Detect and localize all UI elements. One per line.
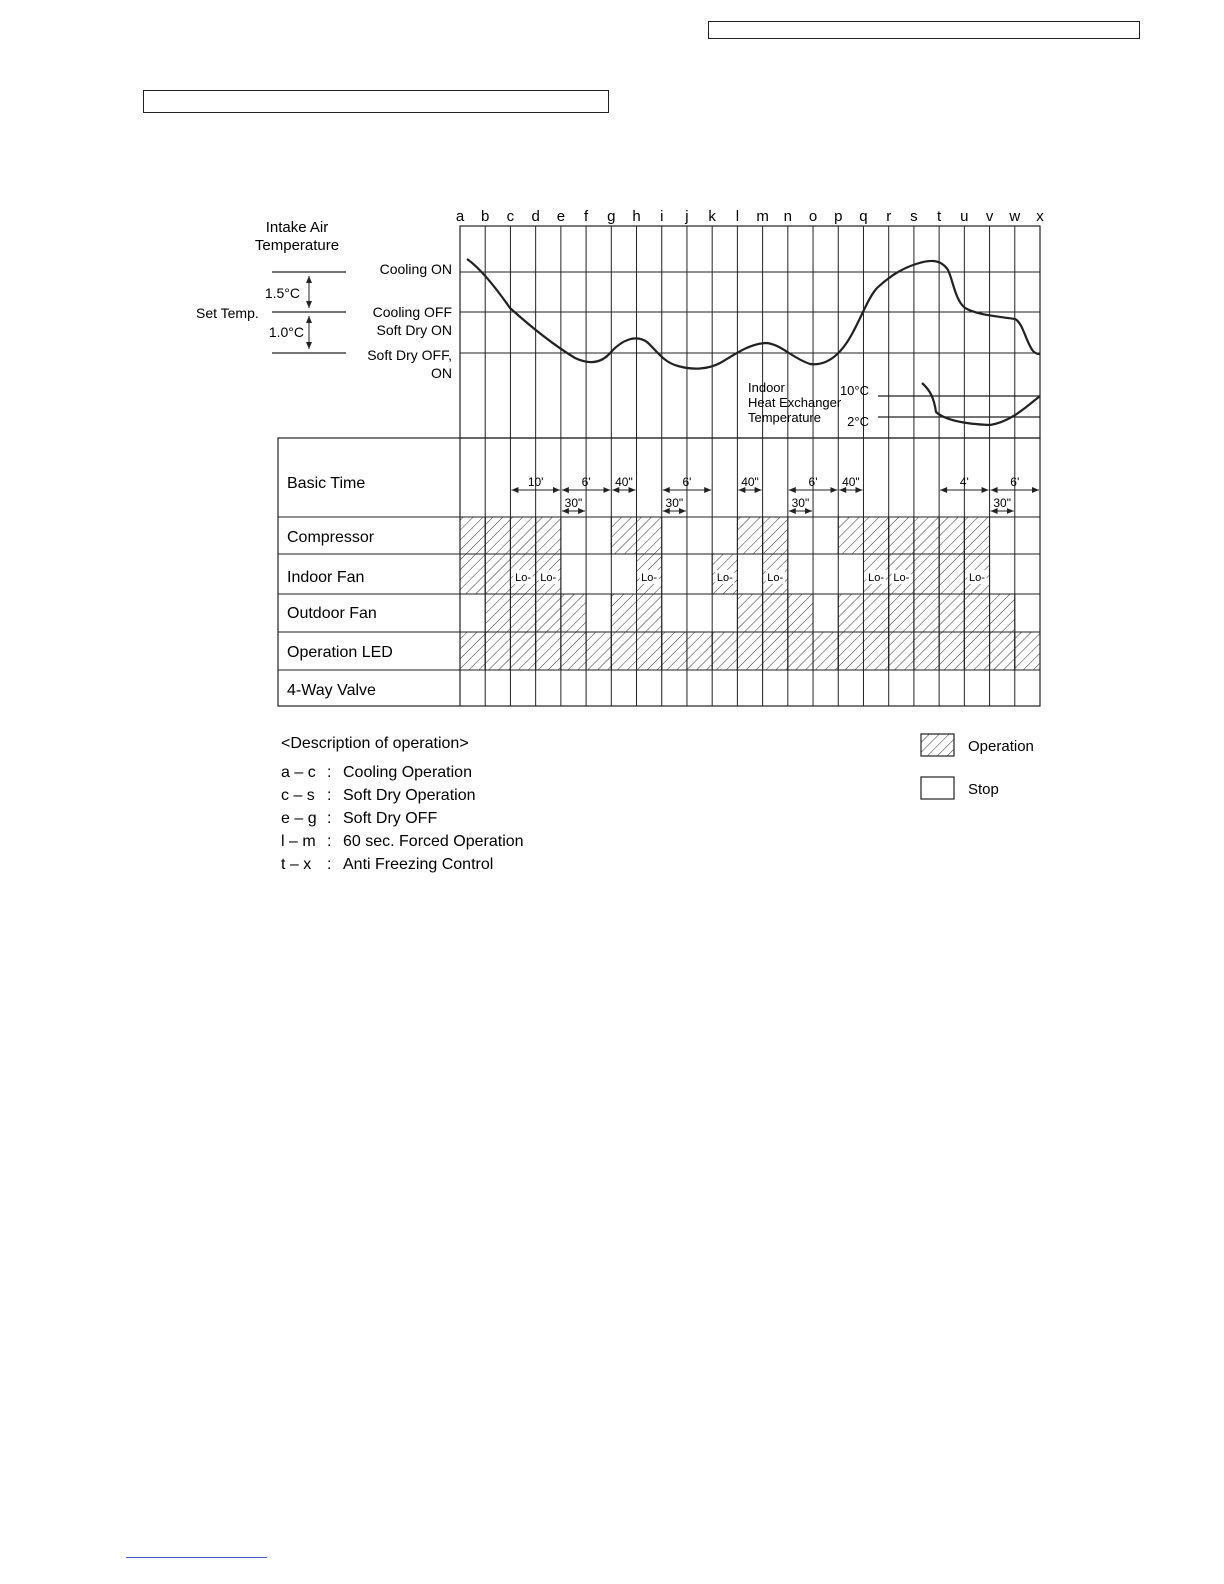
description-text: Soft Dry OFF (343, 810, 438, 827)
description-range: t – x (281, 856, 312, 873)
outdoor-fan-operation-cell (990, 594, 1015, 632)
outdoor-fan-operation-cell (914, 594, 939, 632)
compressor-operation-cell (964, 517, 989, 554)
outdoor-fan-operation-cell (510, 594, 535, 632)
operation-led-operation-cell (813, 632, 838, 670)
compressor-operation-cell (637, 517, 662, 554)
heat-exchanger-upper-label: 10°C (839, 383, 869, 398)
compressor-operation-cell (536, 517, 561, 554)
timing-label: 6' (1010, 475, 1020, 489)
column-letter-u: u (960, 208, 969, 225)
timing-label: 40" (842, 475, 860, 489)
description-text: 60 sec. Forced Operation (343, 833, 524, 850)
description-range: l – m (281, 833, 316, 850)
soft-dry-off-label: Soft Dry OFF, (367, 347, 452, 363)
timing-label: 30" (993, 496, 1011, 510)
indoor-fan-lo-label: Lo- (540, 572, 557, 584)
description-range: e – g (281, 810, 317, 827)
compressor-operation-cell (485, 517, 510, 554)
outdoor-fan-operation-cell (838, 594, 863, 632)
description-list (281, 764, 524, 873)
column-letter-q: q (859, 208, 868, 225)
description-text: Cooling Operation (343, 764, 472, 781)
column-letter-j: j (685, 208, 689, 225)
legend-stop-swatch (921, 777, 954, 799)
outdoor-fan-operation-cell (964, 594, 989, 632)
timing-label: 6' (808, 475, 818, 489)
column-letter-t: t (937, 208, 942, 225)
column-letter-n: n (783, 208, 792, 225)
column-letter-a: a (455, 208, 465, 225)
legend-stop-label: Stop (968, 781, 999, 798)
column-letter-l: l (735, 208, 740, 225)
operation-led-operation-cell (964, 632, 989, 670)
indoor-fan-operation-cell (939, 554, 964, 594)
soft-dry-on-label: Soft Dry ON (376, 322, 452, 338)
description-range: c – s (281, 787, 315, 804)
indoor-fan-lo-label: Lo- (969, 572, 985, 584)
operation-led-operation-cell (510, 632, 535, 670)
indoor-fan-lo-label: Lo- (641, 572, 658, 584)
operation-led-operation-cell (586, 632, 611, 670)
heat-exchanger-temperature-curve (922, 383, 1040, 425)
timing-label: 6' (581, 475, 591, 489)
outdoor-fan-operation-cell (637, 594, 662, 632)
operation-led-operation-cell (763, 632, 788, 670)
heat-exchanger-label-3: Temperature (748, 410, 821, 425)
column-letter-k: k (708, 208, 716, 225)
operation-led-operation-cell (863, 632, 888, 670)
indoor-fan-operation-cell (485, 554, 510, 594)
column-letter-x: x (1036, 208, 1044, 225)
column-letter-h: h (632, 208, 641, 225)
row-label-compressor: Compressor (287, 529, 375, 546)
footer-link-underline (126, 1557, 267, 1558)
indoor-fan-lo-label: Lo- (515, 572, 531, 584)
column-letter-s: s (910, 208, 918, 225)
outdoor-fan-operation-cell (536, 594, 561, 632)
description-separator: : (327, 764, 332, 781)
outdoor-fan-operation-cell (889, 594, 914, 632)
legend-operation-swatch (921, 734, 954, 756)
compressor-operation-cell (510, 517, 535, 554)
description-separator: : (327, 856, 332, 873)
state-cells (460, 517, 1040, 670)
column-letter-d: d (531, 208, 540, 225)
operation-led-operation-cell (611, 632, 636, 670)
compressor-operation-cell (889, 517, 914, 554)
intake-air-temperature-curve (467, 259, 1040, 369)
timing-label: 30" (665, 496, 684, 510)
column-letter-i: i (660, 208, 664, 225)
delta-lower-label: 1.0°C (268, 324, 304, 340)
heat-exchanger-label-1: Indoor (748, 380, 785, 395)
compressor-operation-cell (611, 517, 636, 554)
timing-label: 30" (791, 496, 810, 510)
cooling-on-label: Cooling ON (379, 261, 452, 277)
indoor-fan-lo-label: Lo- (868, 572, 885, 584)
description-separator: : (327, 787, 332, 804)
description-range: a – c (281, 764, 316, 781)
compressor-operation-cell (863, 517, 888, 554)
intake-air-title-1: Intake Air (265, 219, 329, 236)
column-letter-c: c (506, 208, 515, 225)
operation-led-operation-cell (536, 632, 561, 670)
timing-label: 30" (564, 496, 583, 510)
column-letter-o: o (808, 208, 818, 225)
description-separator: : (327, 833, 332, 850)
compressor-operation-cell (939, 517, 964, 554)
operation-led-operation-cell (990, 632, 1015, 670)
outdoor-fan-operation-cell (611, 594, 636, 632)
operation-led-operation-cell (485, 632, 510, 670)
description-separator: : (327, 810, 332, 827)
operation-led-operation-cell (1015, 632, 1040, 670)
timing-label: 40" (741, 475, 759, 489)
column-letter-e: e (556, 208, 566, 225)
column-letter-r: r (886, 208, 892, 225)
delta-upper-label: 1.5°C (264, 285, 300, 301)
indoor-fan-lo-label: Lo- (893, 572, 910, 584)
description-title: <Description of operation> (281, 735, 469, 752)
outdoor-fan-operation-cell (863, 594, 888, 632)
operation-led-operation-cell (838, 632, 863, 670)
description-text: Anti Freezing Control (343, 856, 494, 873)
outdoor-fan-operation-cell (737, 594, 762, 632)
outdoor-fan-operation-cell (763, 594, 788, 632)
timing-label: 40" (615, 475, 633, 489)
timing-label: 4' (959, 475, 969, 489)
timing-label: 10' (527, 475, 544, 489)
column-letters (456, 208, 1044, 225)
column-letter-m: m (756, 208, 769, 225)
legend-operation-label: Operation (968, 738, 1034, 755)
compressor-operation-cell (763, 517, 788, 554)
operation-led-operation-cell (737, 632, 762, 670)
operation-led-operation-cell (788, 632, 813, 670)
basic-time-arrows (511, 475, 1039, 511)
indoor-fan-lo-label: Lo- (716, 572, 733, 584)
indoor-fan-operation-cell (460, 554, 485, 594)
column-letter-p: p (834, 208, 843, 225)
operation-led-operation-cell (939, 632, 964, 670)
operation-led-operation-cell (637, 632, 662, 670)
operation-led-operation-cell (687, 632, 712, 670)
set-temp-label: Set Temp. (196, 305, 259, 321)
column-letter-f: f (584, 208, 589, 225)
column-letter-g: g (607, 208, 616, 225)
row-label-four-way-valve: 4-Way Valve (287, 682, 376, 699)
row-label-indoor-fan: Indoor Fan (287, 569, 365, 586)
row-label-outdoor-fan: Outdoor Fan (287, 605, 377, 622)
timing-label: 6' (682, 475, 692, 489)
heat-exchanger-label-2: Heat Exchanger (748, 395, 842, 410)
outdoor-fan-operation-cell (788, 594, 813, 632)
heat-exchanger-lower-label: 2°C (847, 414, 869, 429)
indoor-fan-lo-label: Lo- (767, 572, 784, 584)
operation-led-operation-cell (712, 632, 737, 670)
compressor-operation-cell (737, 517, 762, 554)
column-letter-w: w (1009, 208, 1021, 225)
column-letter-v: v (985, 208, 994, 225)
indoor-fan-operation-cell (914, 554, 939, 594)
outdoor-fan-operation-cell (485, 594, 510, 632)
operation-led-operation-cell (561, 632, 586, 670)
operation-led-operation-cell (460, 632, 485, 670)
compressor-operation-cell (460, 517, 485, 554)
row-label-basic-time: Basic Time (287, 475, 366, 492)
on-label: ON (431, 365, 452, 381)
description-text: Soft Dry Operation (343, 787, 476, 804)
operation-led-operation-cell (914, 632, 939, 670)
compressor-operation-cell (838, 517, 863, 554)
compressor-operation-cell (914, 517, 939, 554)
outdoor-fan-operation-cell (939, 594, 964, 632)
intake-air-title-2: Temperature (254, 237, 340, 254)
row-label-operation-led: Operation LED (287, 644, 393, 661)
column-letter-b: b (481, 208, 490, 225)
cooling-off-label: Cooling OFF (372, 304, 452, 320)
operation-led-operation-cell (889, 632, 914, 670)
operation-led-operation-cell (662, 632, 687, 670)
outdoor-fan-operation-cell (561, 594, 586, 632)
